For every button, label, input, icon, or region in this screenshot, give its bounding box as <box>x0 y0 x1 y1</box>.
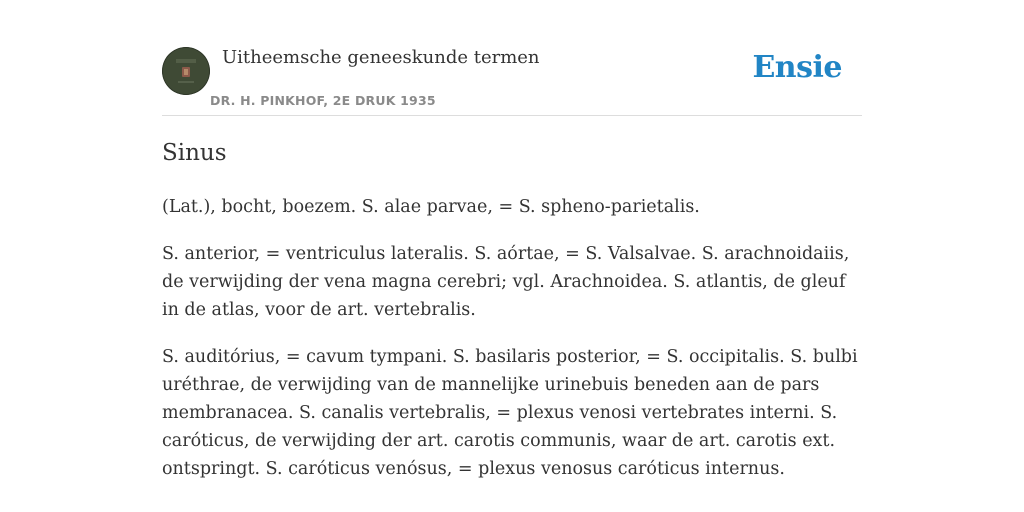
entry-title: Sinus <box>162 140 227 166</box>
entry-paragraph: S. anterior, = ventriculus lateralis. S. aórtae, = S. Valsalvae. S. arachnoidaiis, de verwijding der vena magna cerebri; vgl. Arachnoidea. S. atlantis, de gleuf in de atlas, voor de art. vertebralis. <box>162 244 850 320</box>
entry-paragraph: S. auditórius, = cavum tympani. S. basilaris posterior, = S. occipitalis. S. bulbi uréthrae, de verwijding van de mannelijke urinebuis beneden aan de pars membranacea. S. canalis vertebralis, = plexus venosi vertebrates interni. S. caróticus, de verwijding der art. carotis communis, waar de art. carotis ext. ontspringt. S. caróticus venósus, = plexus venosus caróticus internus. <box>162 347 858 479</box>
ensie-logo[interactable]: Ensie <box>752 50 842 85</box>
header-divider <box>162 115 862 116</box>
entry-body <box>162 193 862 502</box>
entry-paragraph: (Lat.), bocht, boezem. S. alae parvae, = S. spheno-parietalis. <box>162 197 700 217</box>
book-title[interactable]: Uitheemsche geneeskunde termen <box>222 47 540 68</box>
book-author: DR. H. PINKHOF, 2E DRUK 1935 <box>210 93 436 108</box>
book-cover-icon[interactable] <box>162 47 210 95</box>
